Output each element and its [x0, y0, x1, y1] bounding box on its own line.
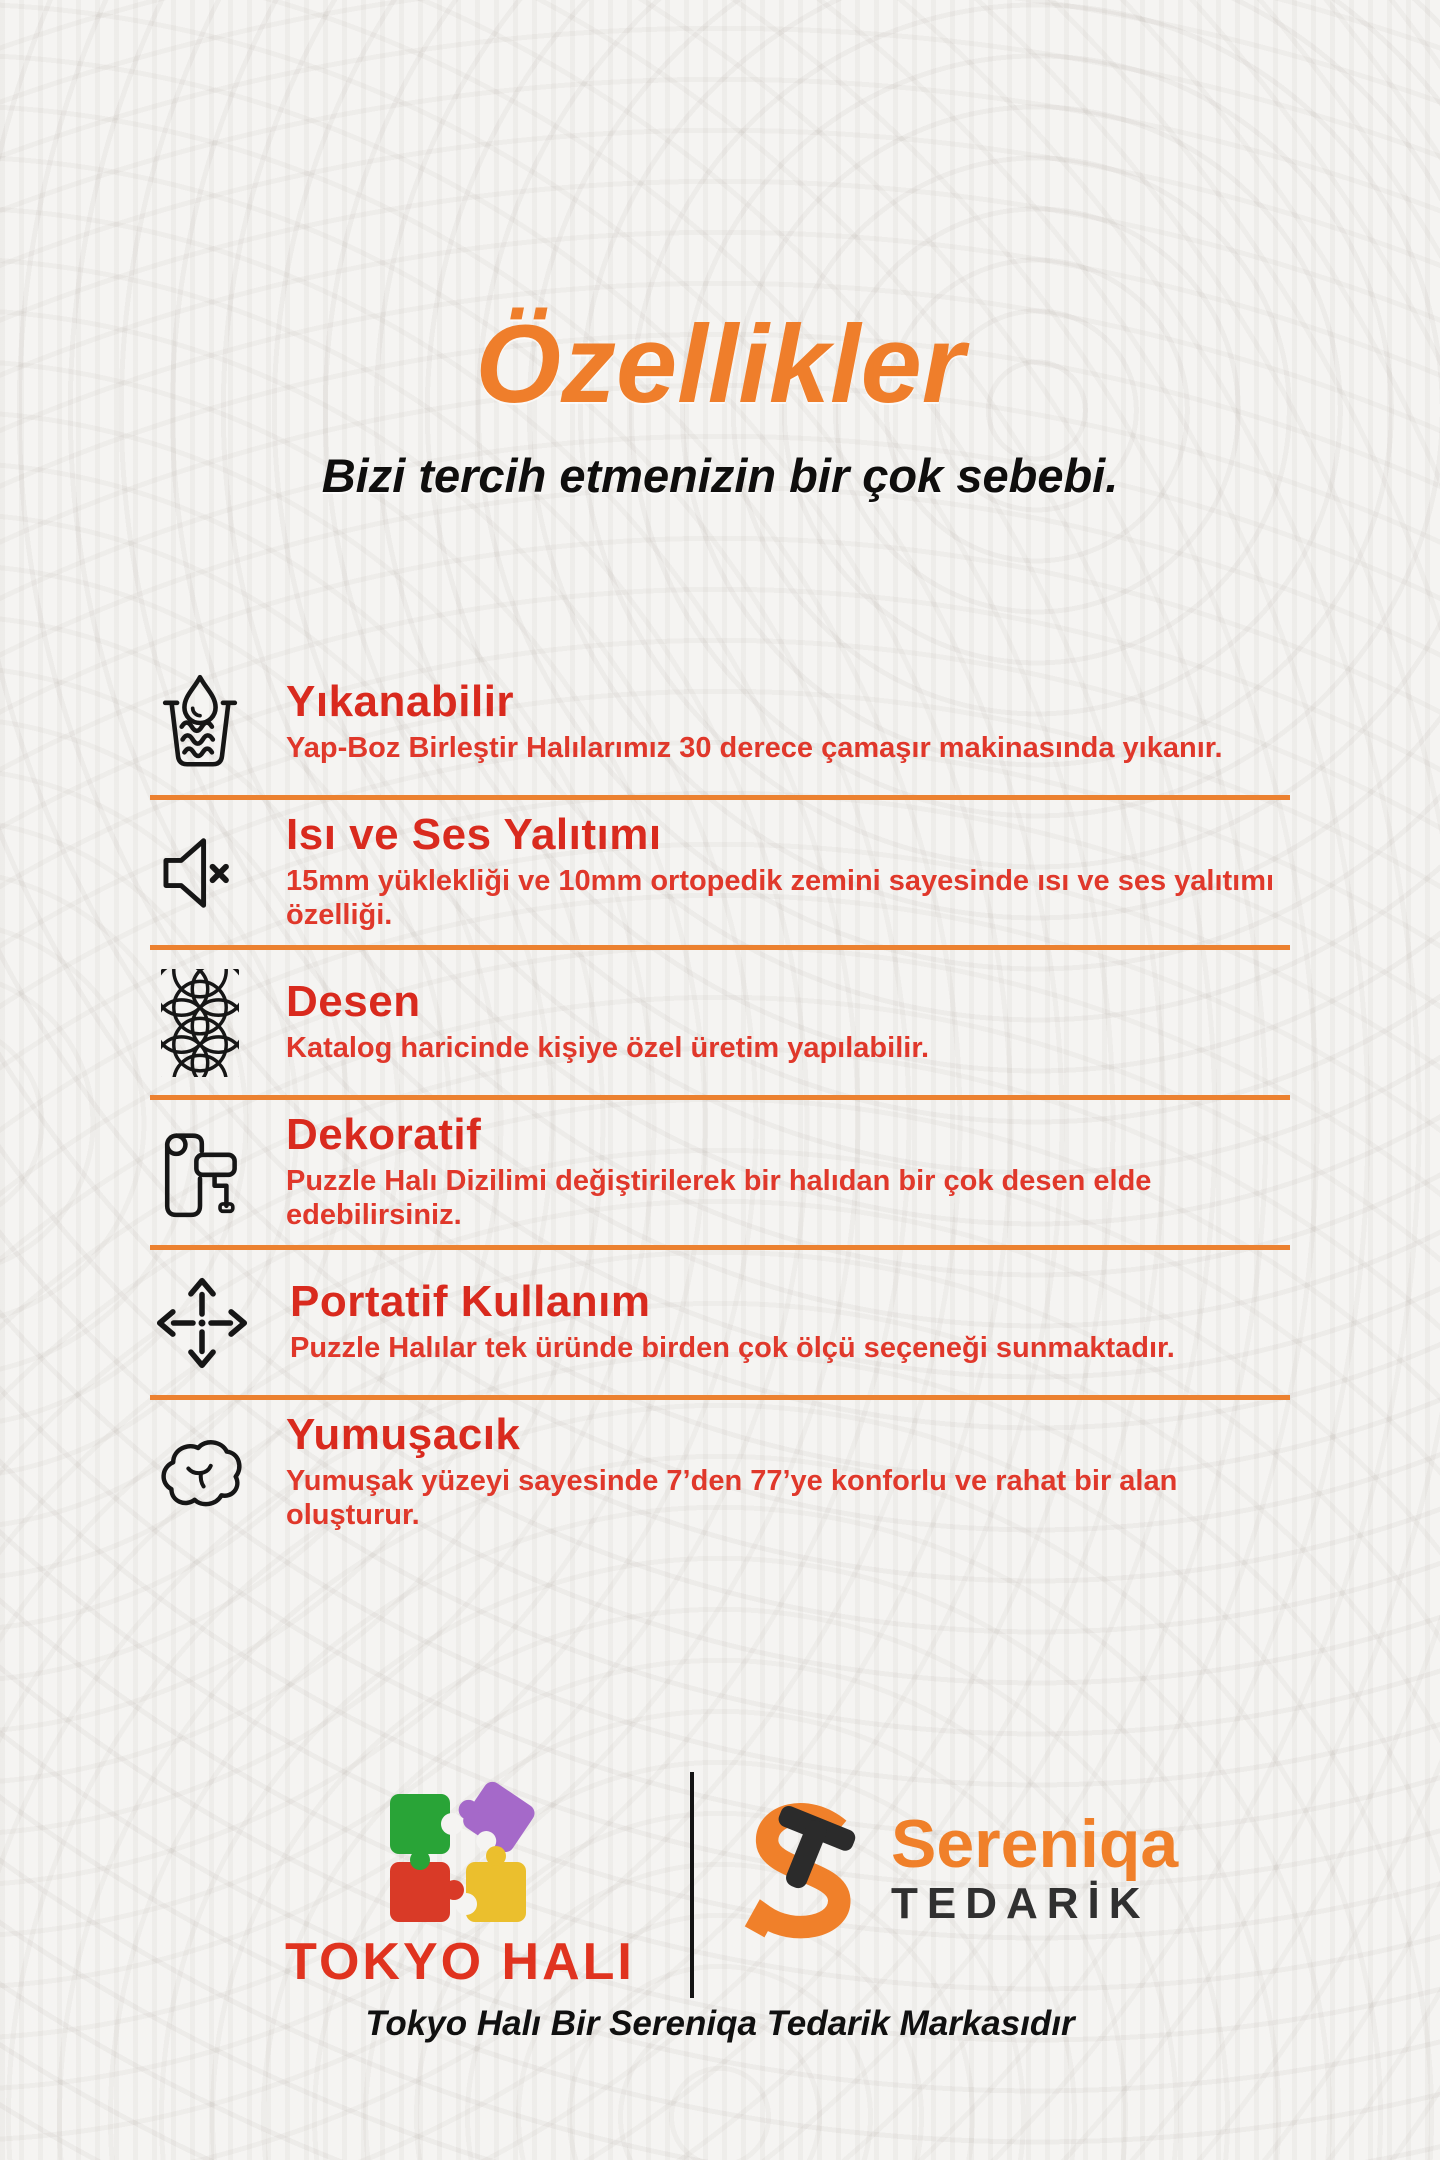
tokyo-hali-logo: [240, 1780, 680, 1992]
washable-icon: [150, 671, 250, 775]
feature-row-decorative: [150, 1100, 1290, 1250]
brand-footer: [0, 1772, 1440, 2002]
sereniqa-logo: [742, 1790, 1178, 1945]
sound-heat-insulation-icon: [150, 830, 250, 916]
puzzle-pieces-logo-icon: [380, 1780, 540, 1930]
feature-description: Puzzle Halılar tek üründe birden çok ölçü seçeneği sunmaktadır.: [290, 1331, 1175, 1364]
feature-row-soft: [150, 1400, 1290, 1545]
feature-description: 15mm yüklekliği ve 10mm ortopedik zemini sayesinde ısı ve ses yalıtımı özelliği.: [286, 865, 1275, 931]
feature-title: Portatif Kullanım: [290, 1276, 651, 1326]
move-arrows-icon: [150, 1271, 254, 1375]
sereniqa-st-logo-icon: [742, 1790, 877, 1945]
page-subtitle: Bizi tercih etmenizin bir çok sebebi.: [321, 449, 1119, 502]
feature-row-portable: [150, 1250, 1290, 1400]
page-title: Özellikler: [475, 303, 965, 426]
feature-row-pattern: [150, 950, 1290, 1100]
cotton-cloud-icon: [150, 1431, 250, 1515]
feature-description: Yap-Boz Birleştir Halılarımız 30 derece çamaşır makinasında yıkanır.: [286, 731, 1223, 764]
feature-description: Yumuşak yüzeyi sayesinde 7’den 77’ye konforlu ve rahat bir alan oluşturur.: [286, 1465, 1178, 1531]
feature-title: Isı ve Ses Yalıtımı: [286, 810, 662, 860]
feature-title: Yıkanabilir: [286, 676, 515, 726]
footer-note: Tokyo Halı Bir Sereniqa Tedarik Markasıdır: [365, 2004, 1075, 2043]
feature-description: Puzzle Halı Dizilimi değiştirilerek bir halıdan bir çok desen elde edebilirsiniz.: [286, 1165, 1152, 1231]
sereniqa-wordmark: Sereniqa: [891, 1805, 1179, 1882]
feature-description: Katalog haricinde kişiye özel üretim yapılabilir.: [286, 1031, 930, 1064]
tedarik-wordmark: TEDARİK: [891, 1878, 1150, 1928]
paint-roller-icon: [150, 1122, 250, 1224]
brand-divider: [690, 1772, 694, 1998]
feature-title: Yumuşacık: [286, 1410, 521, 1460]
feature-row-insulation: [150, 800, 1290, 950]
feature-row-washable: [150, 650, 1290, 800]
tokyo-hali-wordmark: TOKYO HALI: [285, 1933, 635, 1991]
features-list: [150, 650, 1290, 1545]
feature-title: Dekoratif: [286, 1110, 482, 1160]
feature-title: Desen: [286, 976, 421, 1026]
pattern-icon: [150, 969, 250, 1077]
